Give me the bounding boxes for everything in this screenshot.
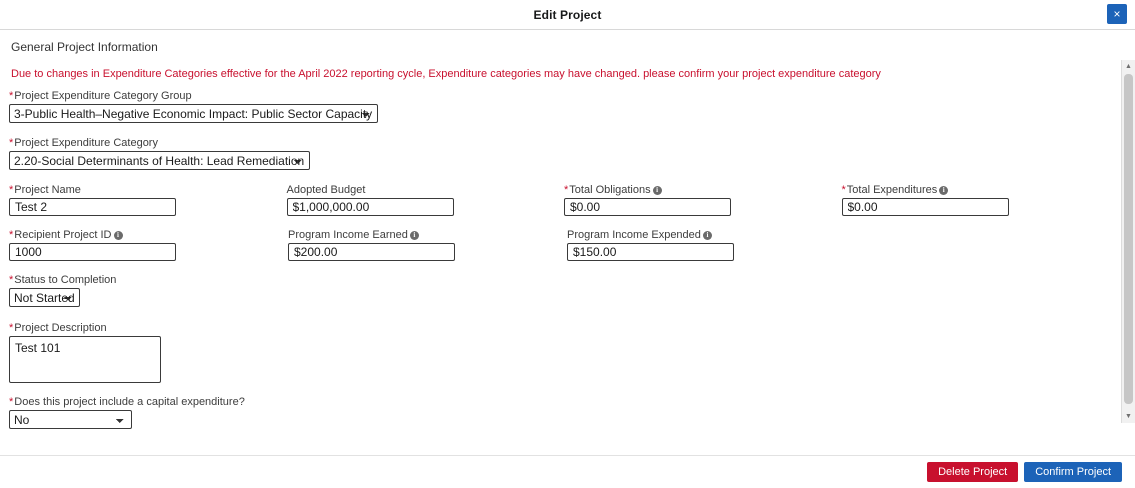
- modal-header: [0, 0, 1135, 30]
- label-program-income-expended: Program Income Expended i: [567, 229, 834, 241]
- program-income-earned-input[interactable]: [288, 243, 455, 261]
- label-project-description: *Project Description: [9, 322, 107, 334]
- category-group-select[interactable]: [9, 104, 378, 123]
- page-title: Edit Project: [533, 7, 602, 22]
- project-name-input[interactable]: [9, 198, 176, 216]
- required-marker: *: [841, 184, 846, 196]
- scroll-up-icon[interactable]: ▲: [1125, 63, 1132, 70]
- category-select[interactable]: [9, 151, 310, 170]
- scrollbar-thumb[interactable]: [1124, 74, 1133, 404]
- info-icon[interactable]: i: [410, 231, 419, 240]
- field-adopted-budget: [287, 184, 553, 216]
- label-category-group: *Project Expenditure Category Group: [9, 90, 192, 102]
- field-project-name: [9, 184, 275, 216]
- total-obligations-input[interactable]: [564, 198, 731, 216]
- label-adopted-budget: Adopted Budget: [286, 184, 366, 196]
- info-icon[interactable]: i: [703, 231, 712, 240]
- label-category: *Project Expenditure Category: [9, 137, 158, 149]
- required-marker: *: [9, 90, 14, 102]
- label-status-to-completion: *Status to Completion: [9, 274, 117, 286]
- required-marker: *: [9, 274, 14, 286]
- info-icon[interactable]: i: [114, 231, 123, 240]
- required-marker: *: [9, 229, 14, 241]
- adopted-budget-input[interactable]: [287, 198, 454, 216]
- field-program-income-expended: [567, 229, 834, 261]
- field-project-description: [9, 322, 549, 383]
- section-title: General Project Information: [11, 40, 158, 54]
- required-marker: *: [9, 322, 14, 334]
- field-category-group: [9, 90, 549, 123]
- program-income-expended-input[interactable]: [567, 243, 734, 261]
- label-total-expenditures: *Total Expenditures i: [842, 184, 1108, 196]
- field-capital-expenditure: [9, 396, 1107, 429]
- close-icon[interactable]: ×: [1107, 4, 1127, 24]
- label-program-income-earned: Program Income Earned i: [288, 229, 555, 241]
- total-expenditures-input[interactable]: [842, 198, 1009, 216]
- field-recipient-project-id: [9, 229, 276, 261]
- field-total-expenditures: [842, 184, 1108, 216]
- modal-body: [0, 30, 1135, 455]
- required-marker: *: [9, 396, 14, 408]
- info-icon[interactable]: i: [653, 186, 662, 195]
- vertical-scrollbar[interactable]: [1121, 60, 1135, 423]
- confirm-project-button[interactable]: Confirm Project: [1024, 462, 1122, 482]
- row-program-income: [9, 229, 1119, 261]
- expenditure-category-notice: Due to changes in Expenditure Categories effective for the April 2022 reporting cycle, Expenditure categories may have changed. please confirm your project expenditure category: [11, 68, 881, 80]
- status-to-completion-select[interactable]: [9, 288, 80, 307]
- info-icon[interactable]: i: [939, 186, 948, 195]
- field-program-income-earned: [288, 229, 555, 261]
- recipient-project-id-input[interactable]: [9, 243, 176, 261]
- project-description-textarea[interactable]: [9, 336, 161, 383]
- required-marker: *: [9, 184, 14, 196]
- field-total-obligations: [564, 184, 830, 216]
- delete-project-button[interactable]: Delete Project: [927, 462, 1018, 482]
- modal-footer: [0, 455, 1135, 488]
- field-status-to-completion: [9, 274, 549, 307]
- label-total-obligations: *Total Obligations i: [564, 184, 830, 196]
- capital-expenditure-select[interactable]: [9, 410, 132, 429]
- label-capital-expenditure: *Does this project include a capital expenditure?: [9, 396, 245, 408]
- row-budget: [9, 184, 1119, 216]
- required-marker: *: [9, 137, 14, 149]
- required-marker: *: [564, 184, 569, 196]
- scroll-down-icon[interactable]: ▼: [1125, 413, 1132, 420]
- label-project-name: *Project Name: [9, 184, 81, 196]
- field-category: [9, 137, 824, 170]
- label-recipient-project-id: *Recipient Project ID i: [9, 229, 276, 241]
